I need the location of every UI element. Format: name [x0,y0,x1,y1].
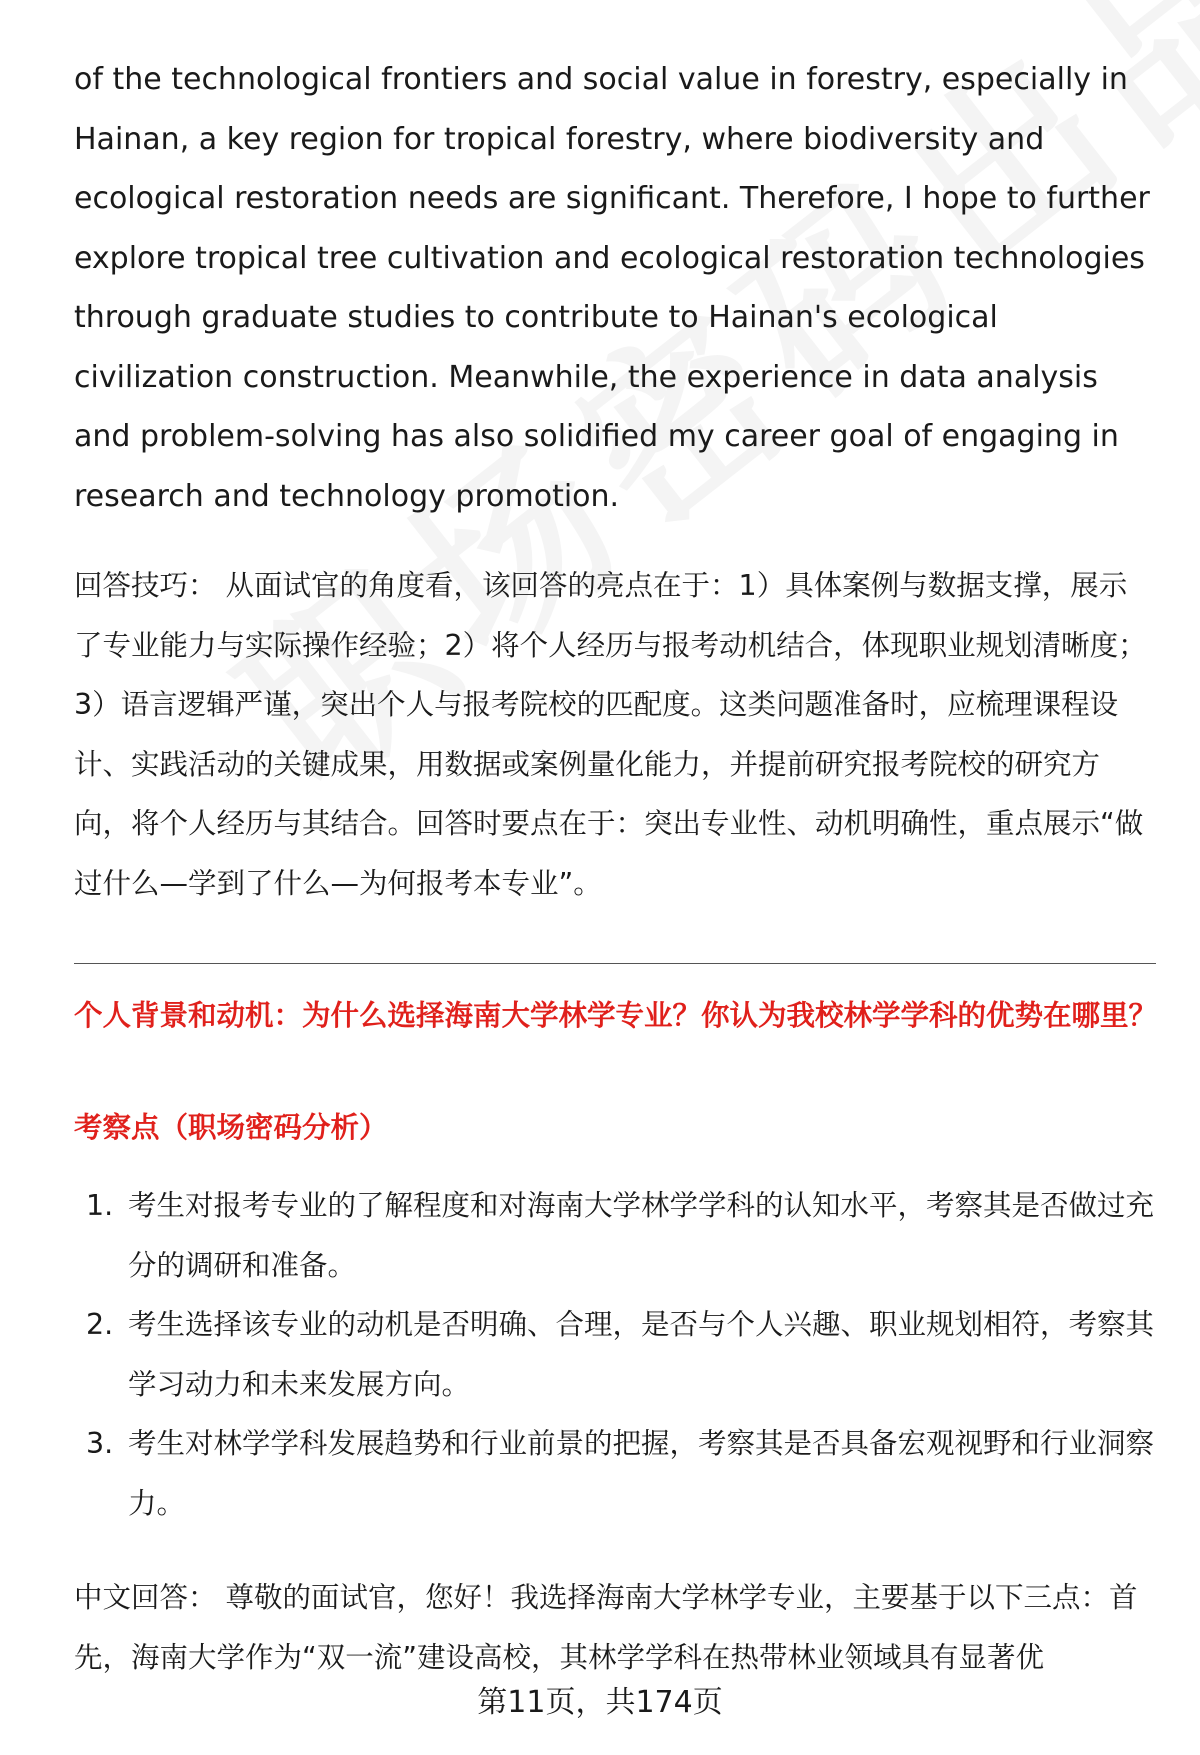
list-item-number: 1. [86,1189,114,1222]
list-item [74,1176,1154,1295]
answer-tip-paragraph: 回答技巧： 从面试官的角度看，该回答的亮点在于：1）具体案例与数据支撑，展示了专业能力与实际操作经验；2）将个人经历与报考动机结合，体现职业规划清晰度；3）语言逻辑严谨，突出个人与报考院校的匹配度。这类问题准备时，应梳理课程设计、实践活动的关键成果，用数据或案例量化能力，并提前研究报考院校的研究方向，将个人经历与其结合。回答时要点在于：突出专业性、动机明确性，重点展示“做过什么—学到了什么—为何报考本专业”。 [74,569,1147,900]
section-divider [74,963,1156,964]
assessment-points-list [74,1176,1154,1533]
english-paragraph: of the technological frontiers and social value in forestry, especially in Hainan, a key region for tropical forestry, where biodiversity and ecological restoration needs are significant. Therefore, I hope to further explore tropical tree cultivation and ecological restoration technologies through graduate studies to contribute to Hainan's ecological civilization construction. Meanwhile, the experience in data analysis and problem-solving has also solidified my career goal of engaging in research and technology promotion. [74,62,1150,514]
list-item-number: 3. [86,1427,114,1460]
page-number-footer: 第11页，共174页 [477,1685,723,1720]
list-item [74,1295,1154,1414]
list-item [74,1414,1154,1533]
chinese-answer-paragraph: 中文回答： 尊敬的面试官，您好！我选择海南大学林学专业，主要基于以下三点：首先，海南大学作为“双一流”建设高校，其林学学科在热带林业领域具有显著优 [74,1581,1138,1674]
question-heading: 个人背景和动机：为什么选择海南大学林学专业？你认为我校林学学科的优势在哪里？ [74,999,1158,1032]
list-item-text: 考生对林学学科发展趋势和行业前景的把握，考察其是否具备宏观视野和行业洞察力。 [128,1427,1155,1520]
list-item-text: 考生选择该专业的动机是否明确、合理，是否与个人兴趣、职业规划相符，考察其学习动力和未来发展方向。 [128,1308,1155,1401]
list-item-text: 考生对报考专业的了解程度和对海南大学林学学科的认知水平，考察其是否做过充分的调研和准备。 [128,1189,1155,1282]
list-item-number: 2. [86,1308,114,1341]
assessment-heading: 考察点（职场密码分析） [74,1111,388,1144]
